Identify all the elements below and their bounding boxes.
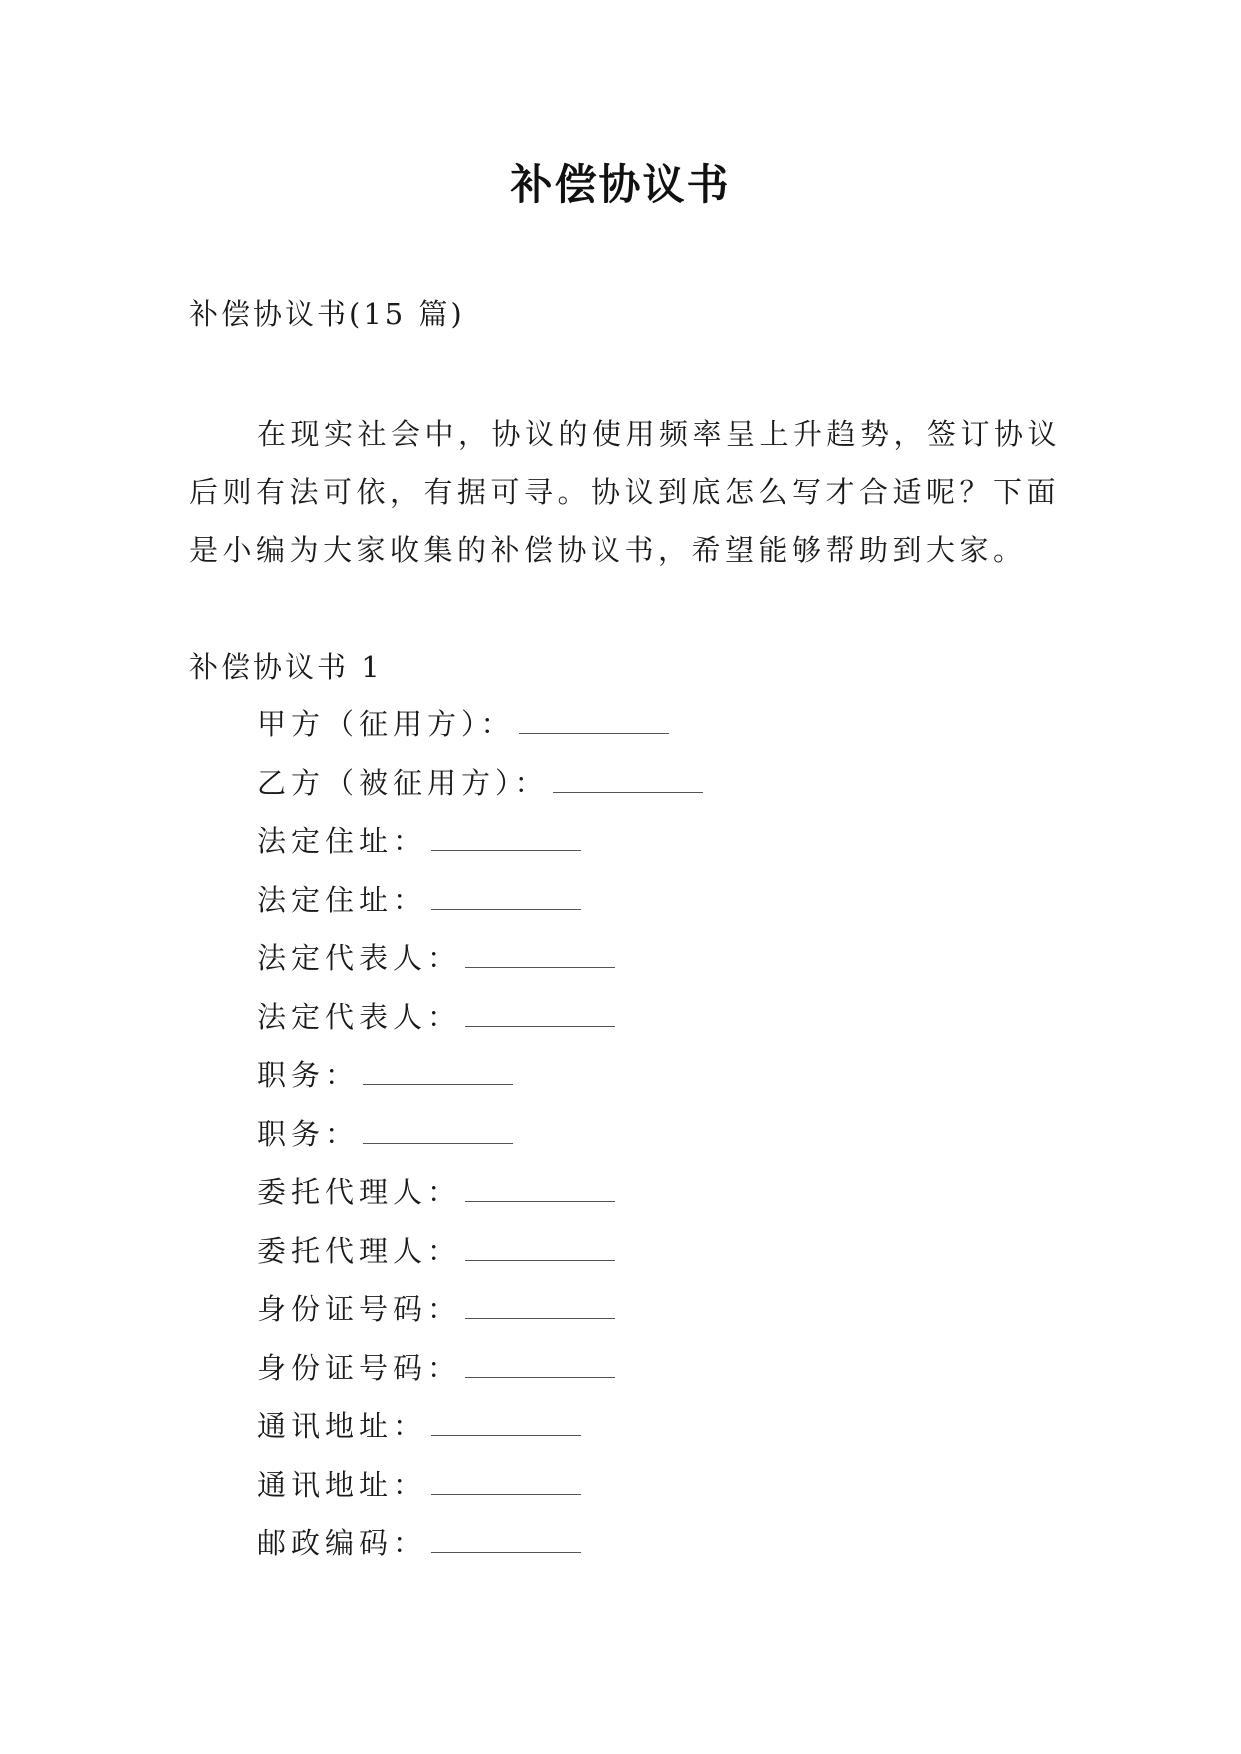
field-label: 甲方（征用方）： bbox=[257, 707, 515, 741]
form-field-row bbox=[257, 1402, 703, 1461]
field-label: 法定代表人： bbox=[257, 941, 462, 975]
fill-in-blank[interactable] bbox=[519, 705, 669, 734]
form-field-row bbox=[257, 1051, 703, 1110]
form-field-row bbox=[257, 993, 703, 1052]
form-field-row bbox=[257, 876, 703, 935]
fill-in-blank[interactable] bbox=[465, 1232, 615, 1261]
field-label: 法定住址： bbox=[257, 882, 428, 917]
document-title: 补偿协议书 bbox=[510, 160, 731, 209]
field-label: 法定住址： bbox=[257, 824, 428, 858]
fill-in-blank[interactable] bbox=[363, 1056, 513, 1085]
form-field-row bbox=[257, 759, 703, 818]
form-field-row bbox=[257, 1344, 703, 1403]
field-label: 乙方（被征用方）： bbox=[257, 765, 549, 800]
form-field-row bbox=[257, 1227, 703, 1286]
fill-in-blank[interactable] bbox=[465, 1349, 615, 1378]
form-field-row bbox=[257, 934, 703, 993]
fill-in-blank[interactable] bbox=[465, 998, 615, 1027]
field-label: 委托代理人： bbox=[257, 1233, 462, 1268]
fill-in-blank[interactable] bbox=[553, 764, 703, 793]
party-fields-list bbox=[257, 700, 703, 1578]
form-field-row bbox=[257, 1168, 703, 1227]
field-label: 职务： bbox=[257, 1058, 360, 1092]
fill-in-blank[interactable] bbox=[431, 1524, 581, 1553]
fill-in-blank[interactable] bbox=[431, 881, 581, 910]
form-field-row bbox=[257, 1285, 703, 1344]
fill-in-blank[interactable] bbox=[431, 1407, 581, 1436]
intro-paragraph: 在现实社会中，协议的使用频率呈上升趋势，签订协议后则有法可依，有据可寻。协议到底怎么写才合适呢？下面是小编为大家收集的补偿协议书，希望能够帮助到大家。 bbox=[189, 417, 1062, 567]
form-field-row bbox=[257, 700, 703, 759]
form-field-row bbox=[257, 1461, 703, 1520]
field-label: 法定代表人： bbox=[257, 999, 462, 1034]
field-label: 通讯地址： bbox=[257, 1409, 428, 1443]
section-title: 补偿协议书 1 bbox=[189, 650, 383, 684]
field-label: 邮政编码： bbox=[257, 1526, 428, 1560]
field-label: 身份证号码： bbox=[257, 1350, 462, 1385]
fill-in-blank[interactable] bbox=[465, 1290, 615, 1319]
form-field-row bbox=[257, 1110, 703, 1169]
fill-in-blank[interactable] bbox=[431, 822, 581, 851]
form-field-row bbox=[257, 1519, 703, 1578]
document-subtitle: 补偿协议书(15 篇) bbox=[189, 297, 465, 331]
fill-in-blank[interactable] bbox=[465, 1173, 615, 1202]
fill-in-blank[interactable] bbox=[431, 1466, 581, 1495]
field-label: 委托代理人： bbox=[257, 1175, 462, 1209]
fill-in-blank[interactable] bbox=[465, 939, 615, 968]
fill-in-blank[interactable] bbox=[363, 1115, 513, 1144]
field-label: 身份证号码： bbox=[257, 1292, 462, 1326]
form-field-row bbox=[257, 817, 703, 876]
field-label: 职务： bbox=[257, 1116, 360, 1151]
field-label: 通讯地址： bbox=[257, 1467, 428, 1502]
